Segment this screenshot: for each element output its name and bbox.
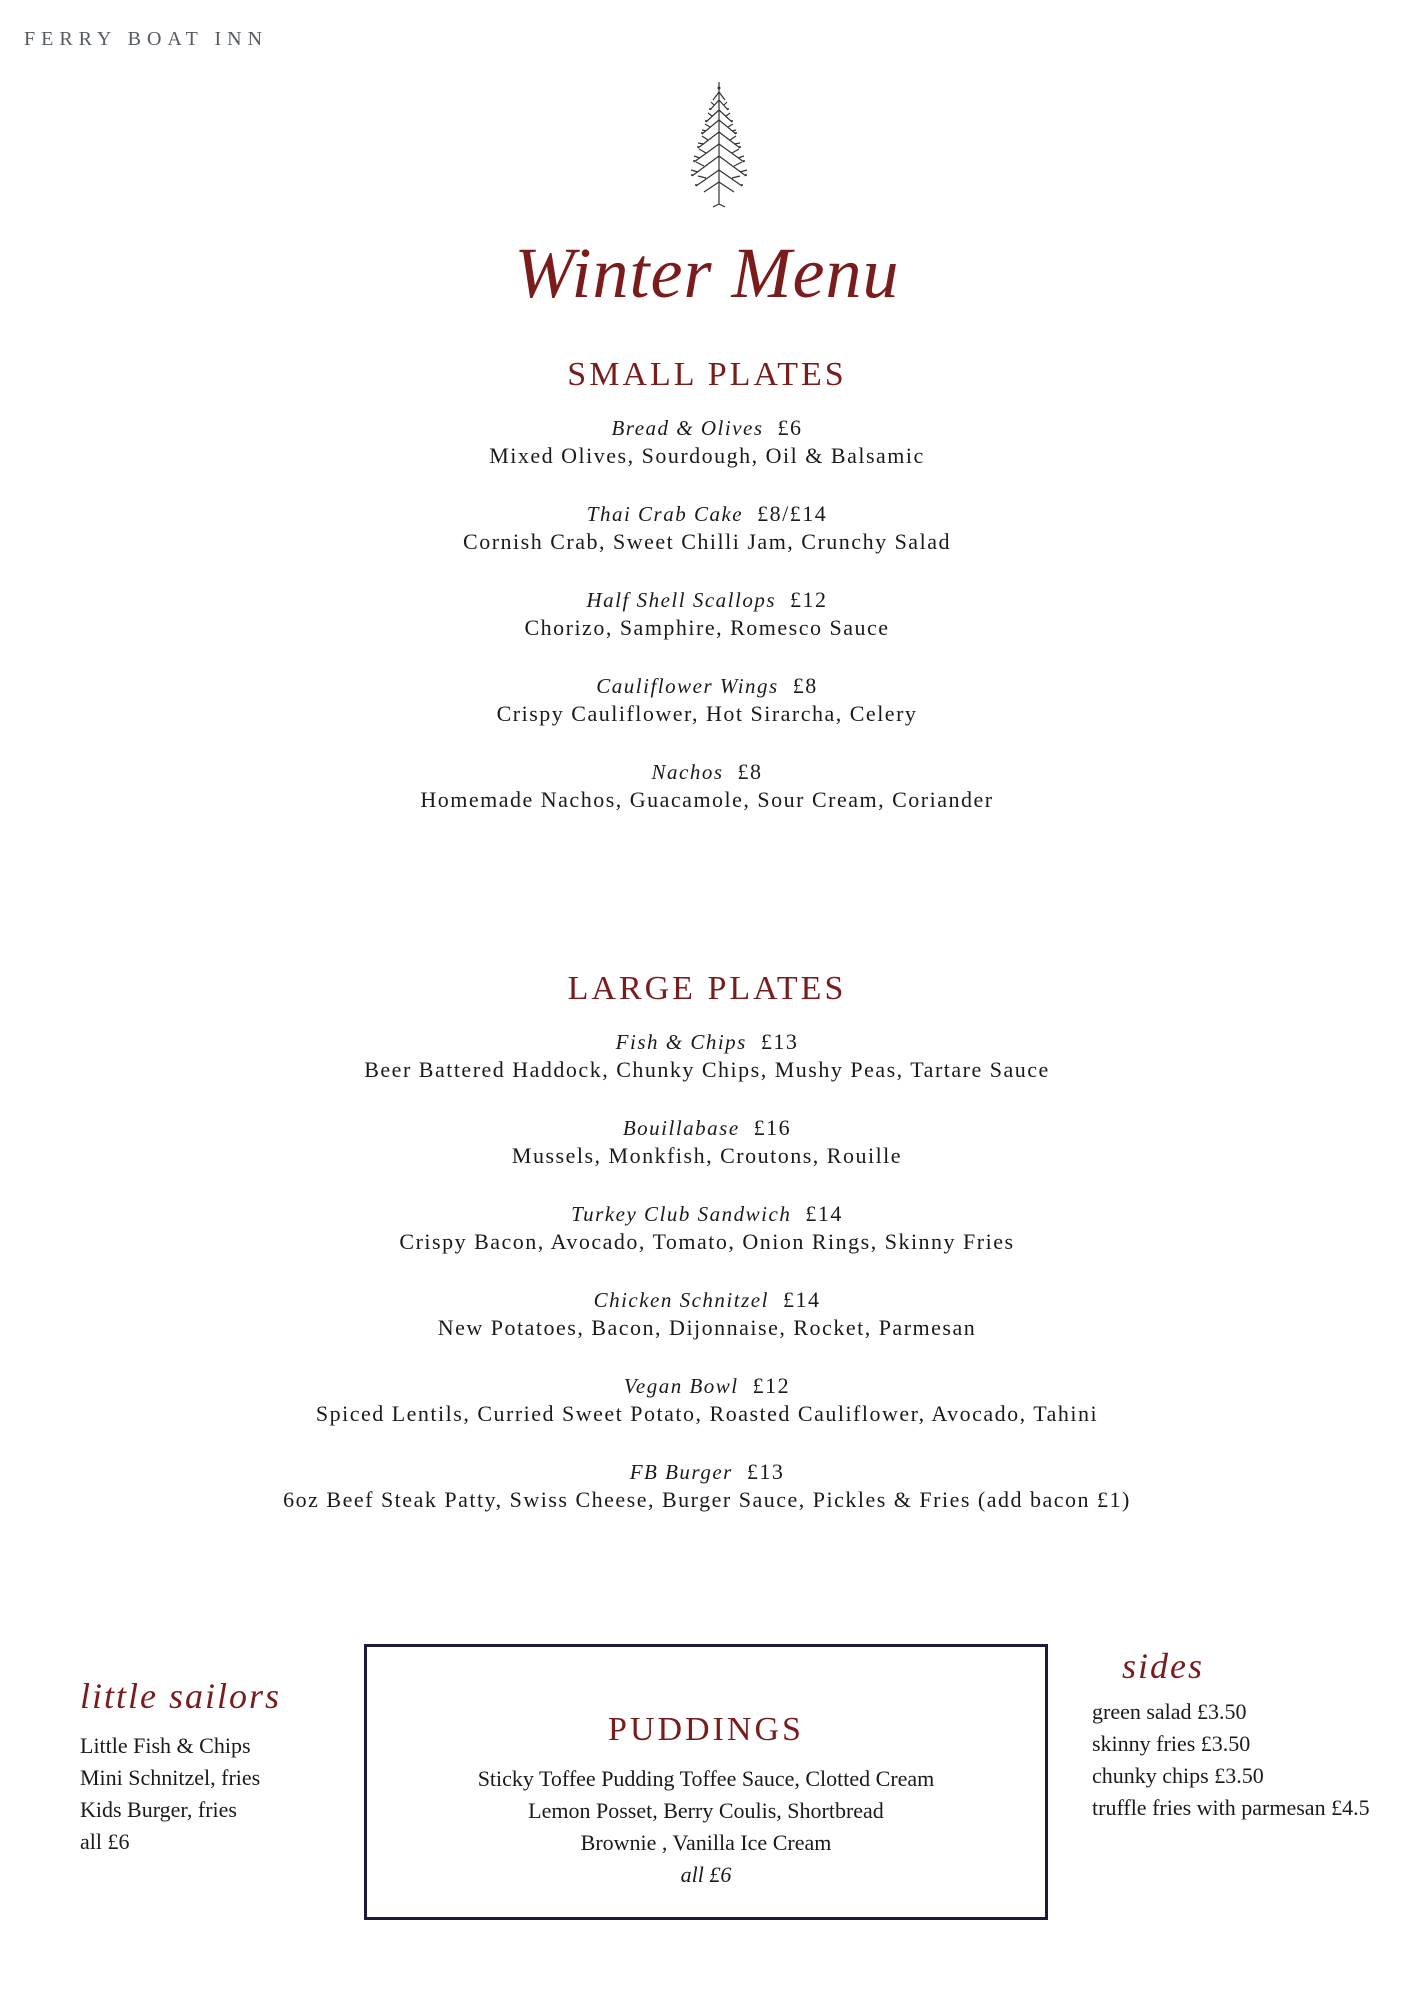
item-name: Nachos: [651, 760, 724, 784]
little-sailors-heading: little sailors: [80, 1676, 282, 1716]
item-name: Bread & Olives: [611, 416, 764, 440]
item-description: Beer Battered Haddock, Chunky Chips, Mushy Peas, Tartare Sauce: [364, 1057, 1050, 1082]
tree-icon: [684, 78, 754, 208]
item-name: Vegan Bowl: [623, 1374, 739, 1398]
item-description: Crispy Cauliflower, Hot Sirarcha, Celery: [496, 701, 918, 726]
puddings-price: all £6: [680, 1862, 732, 1887]
puddings-list: [367, 1763, 1045, 1891]
item-price: £13: [760, 1029, 799, 1054]
item-price: £14: [805, 1201, 843, 1226]
item-price: £8: [792, 673, 818, 698]
item-price: £16: [753, 1115, 792, 1140]
item-description: Cornish Crab, Sweet Chilli Jam, Crunchy Salad: [463, 529, 951, 554]
list-item: chunky chips £3.50: [1092, 1763, 1264, 1788]
sides-section: [1092, 1646, 1370, 1824]
menu-item: [0, 672, 1414, 758]
list-item: truffle fries with parmesan £4.5: [1092, 1795, 1370, 1820]
menu-item: [0, 1372, 1414, 1458]
item-price: £8/£14: [757, 501, 828, 526]
menu-item: [0, 1286, 1414, 1372]
menu-item: [0, 758, 1414, 844]
brand-name: FERRY BOAT INN: [24, 28, 269, 50]
item-name: FB Burger: [629, 1460, 733, 1484]
item-price: £6: [777, 415, 803, 440]
little-sailors-section: [80, 1676, 282, 1858]
large-plates-list: [0, 1028, 1414, 1544]
list-item: Sticky Toffee Pudding Toffee Sauce, Clotted Cream: [477, 1766, 935, 1791]
puddings-heading: PUDDINGS: [608, 1711, 804, 1748]
item-name: Chicken Schnitzel: [593, 1288, 769, 1312]
item-name: Thai Crab Cake: [586, 502, 744, 526]
small-plates-list: [0, 414, 1414, 844]
item-name: Fish & Chips: [615, 1030, 747, 1054]
item-description: Mixed Olives, Sourdough, Oil & Balsamic: [489, 443, 925, 468]
small-plates-heading: SMALL PLATES: [567, 356, 847, 393]
puddings-box: [364, 1644, 1048, 1920]
item-price: £12: [752, 1373, 791, 1398]
list-item: Brownie , Vanilla Ice Cream: [580, 1830, 832, 1855]
item-description: Crispy Bacon, Avocado, Tomato, Onion Rings, Skinny Fries: [399, 1229, 1015, 1254]
list-item: skinny fries £3.50: [1092, 1731, 1251, 1756]
sides-heading: sides: [1122, 1646, 1204, 1686]
item-name: Bouillabase: [622, 1116, 740, 1140]
menu-item: [0, 414, 1414, 500]
menu-item: [0, 586, 1414, 672]
list-item: green salad £3.50: [1092, 1699, 1247, 1724]
list-item: Kids Burger, fries: [80, 1797, 237, 1822]
menu-item: [0, 1028, 1414, 1114]
list-item: Lemon Posset, Berry Coulis, Shortbread: [528, 1798, 884, 1823]
item-description: 6oz Beef Steak Patty, Swiss Cheese, Burger Sauce, Pickles & Fries (add bacon £1): [283, 1487, 1131, 1512]
item-name: Half Shell Scallops: [586, 588, 776, 612]
menu-item: [0, 1458, 1414, 1544]
item-description: New Potatoes, Bacon, Dijonnaise, Rocket, Parmesan: [437, 1315, 977, 1340]
menu-item: [0, 1200, 1414, 1286]
large-plates-heading: LARGE PLATES: [567, 970, 847, 1007]
list-item: all £6: [80, 1829, 130, 1854]
item-name: Turkey Club Sandwich: [571, 1202, 792, 1226]
item-description: Homemade Nachos, Guacamole, Sour Cream, Coriander: [420, 787, 994, 812]
item-price: £12: [790, 587, 828, 612]
item-description: Chorizo, Samphire, Romesco Sauce: [524, 615, 890, 640]
item-description: Mussels, Monkfish, Croutons, Rouille: [511, 1143, 903, 1168]
menu-title: Winter Menu: [514, 233, 900, 313]
menu-item: [0, 1114, 1414, 1200]
item-price: £13: [746, 1459, 785, 1484]
item-price: £8: [737, 759, 763, 784]
list-item: Little Fish & Chips: [80, 1733, 251, 1758]
list-item: Mini Schnitzel, fries: [80, 1765, 261, 1790]
item-description: Spiced Lentils, Curried Sweet Potato, Roasted Cauliflower, Avocado, Tahini: [315, 1401, 1099, 1426]
item-price: £14: [782, 1287, 821, 1312]
item-name: Cauliflower Wings: [596, 674, 779, 698]
menu-item: [0, 500, 1414, 586]
